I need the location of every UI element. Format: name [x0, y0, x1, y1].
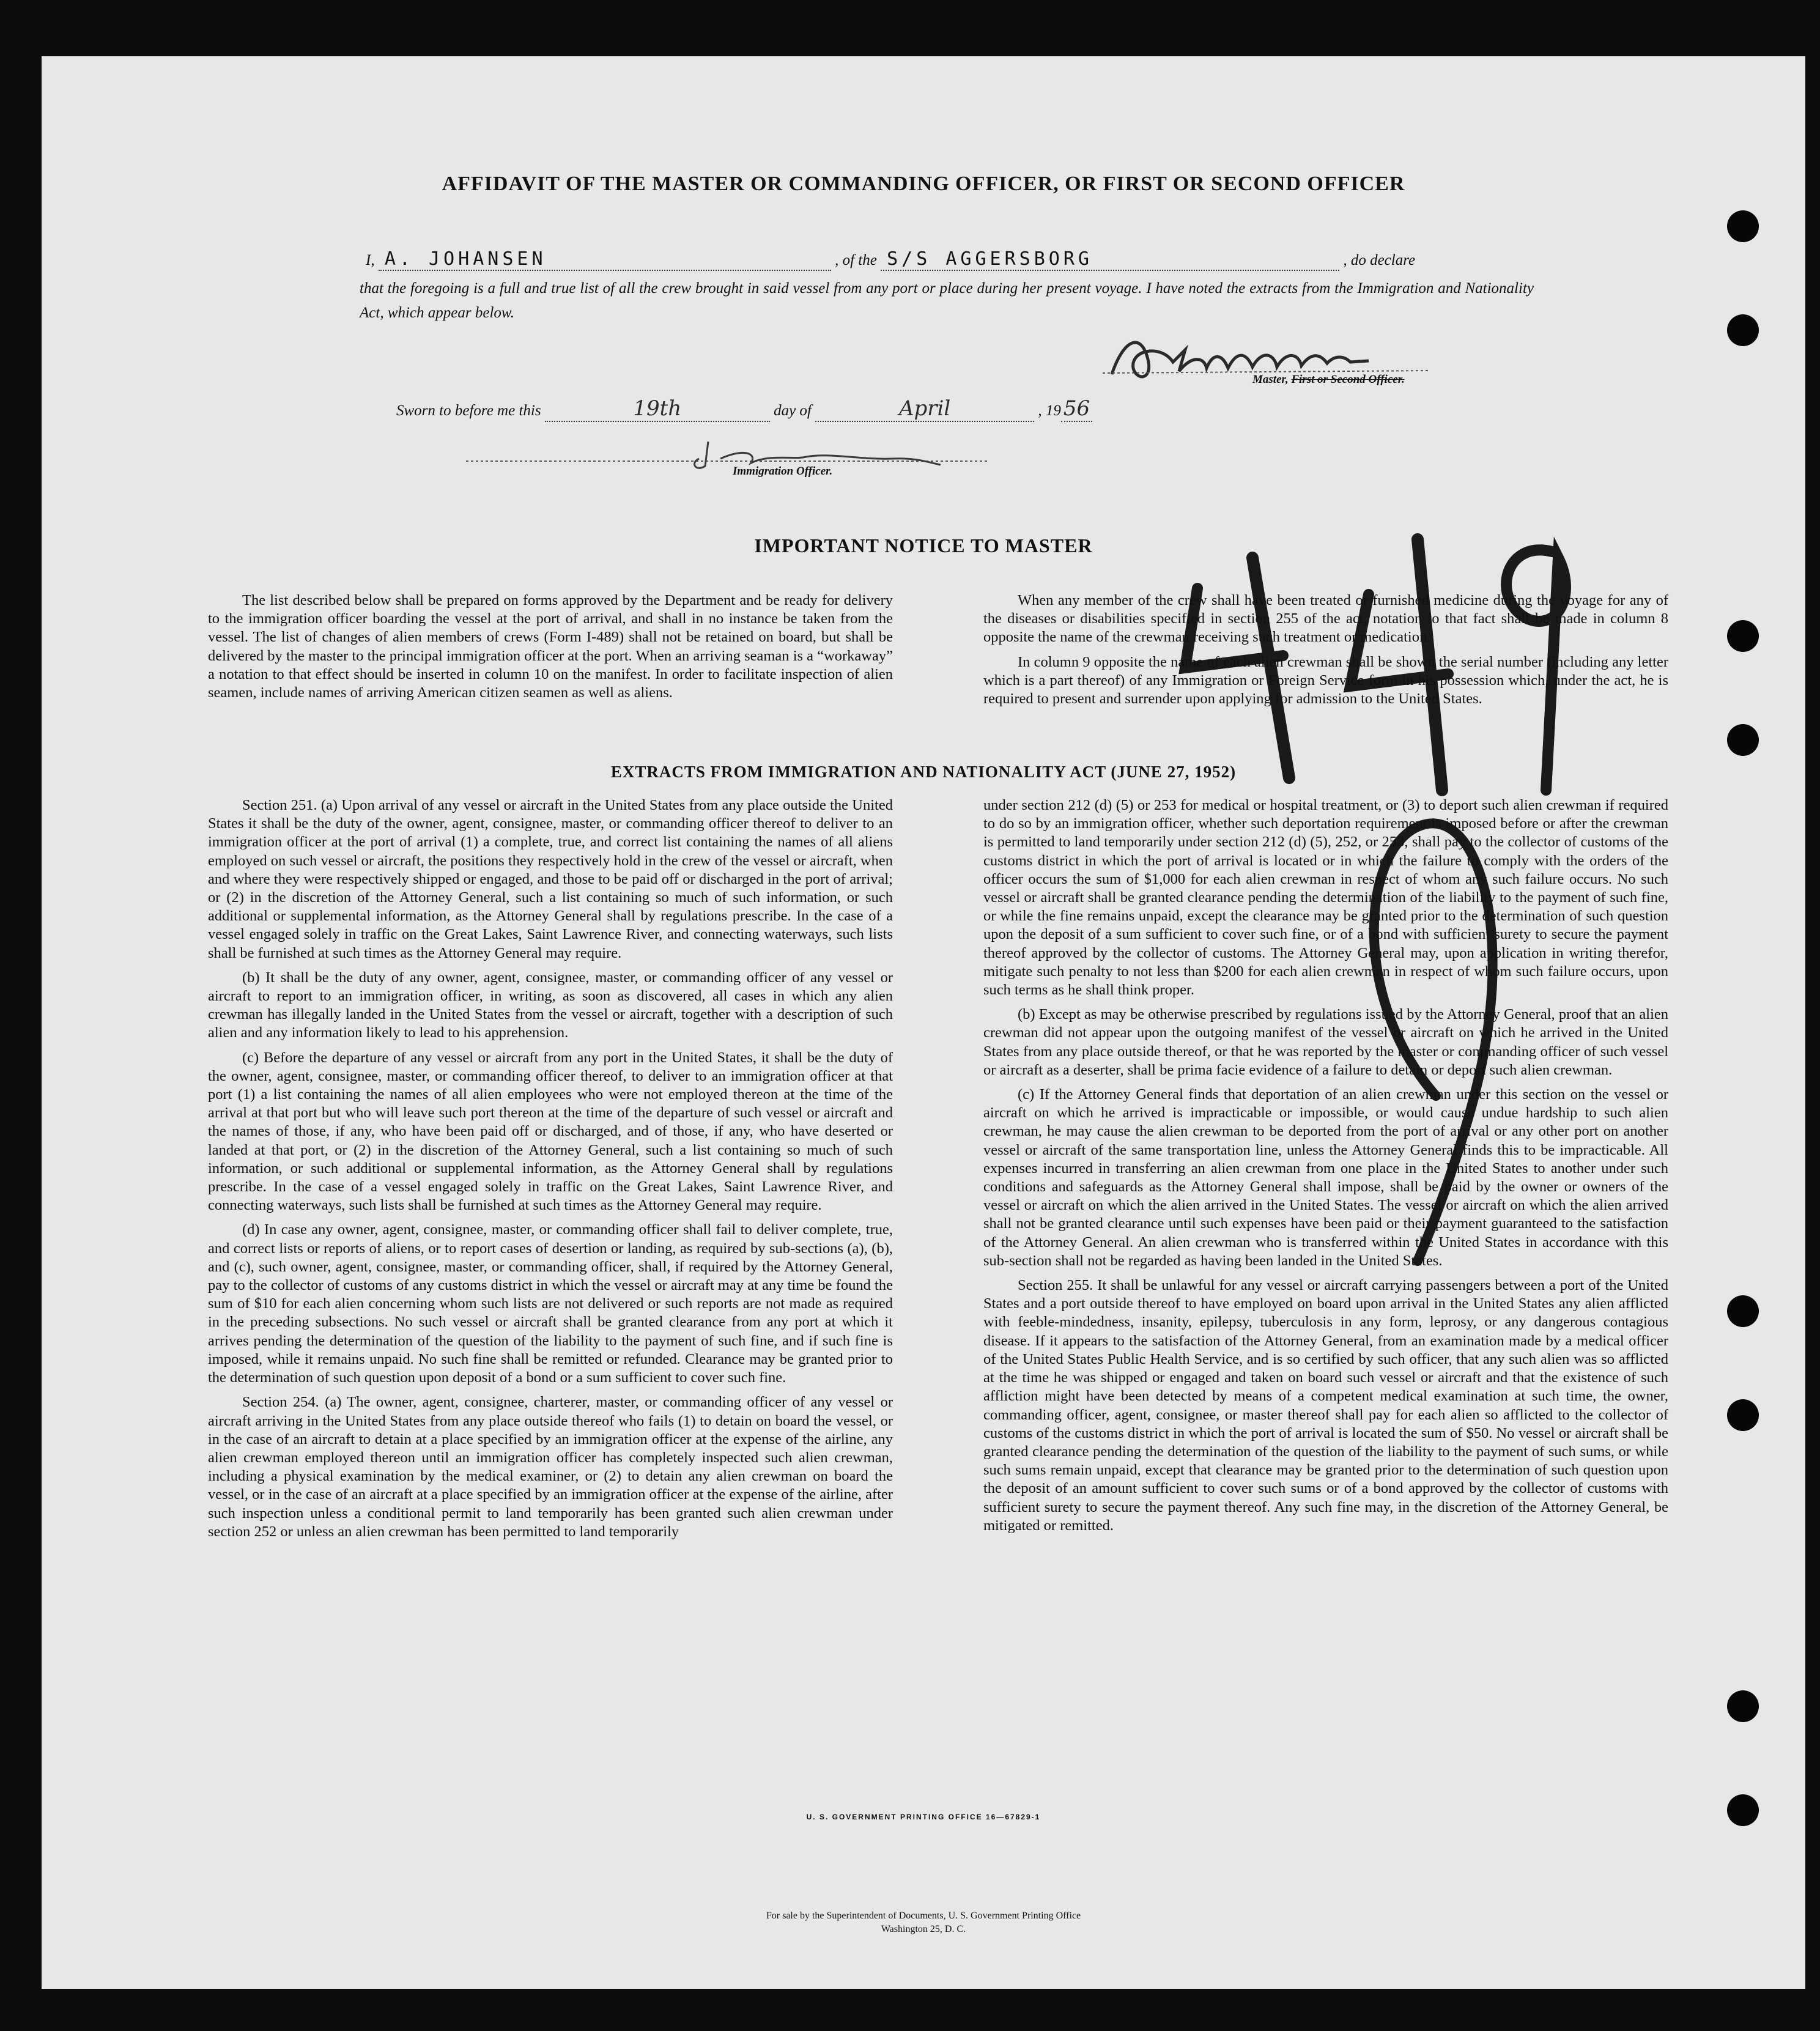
extracts-title: EXTRACTS FROM IMMIGRATION AND NATIONALITY ACT (JUNE 27, 1952)	[610, 763, 1237, 781]
section-251-b: (b) It shall be the duty of any owner, agent, consignee, master, or commanding officer of any vessel or aircraft to report to an immigration officer, in writing, as soon as discovered, all cases in which any alien crewman has illegally landed in the United States from the vessel or aircraft, together with a description of such alien and any information likely to lead to his apprehension.	[208, 969, 893, 1041]
extracts-right-column	[983, 796, 1668, 1541]
sworn-line	[396, 396, 1092, 422]
sale-notice-line: For sale by the Superintendent of Documents, U. S. Government Printing Office	[766, 1911, 1081, 1921]
binder-hole	[1727, 1690, 1759, 1722]
notice-right-paragraph-2: In column 9 opposite the name of each alien crewman shall be shown the serial number (including any letter which is a part thereof) of any Immigration or Foreign Service form in his possession which, under the act, he is required to present and surrender upon applying for admission to the United States.	[983, 653, 1668, 708]
declaration-text: that the foregoing is a full and true list of all the crew brought in said vessel from any port or place during her present voyage. I have noted the extracts from the Immigration and Nationality Act, which appear below.	[360, 280, 1534, 321]
affidavit-title: AFFIDAVIT OF THE MASTER OR COMMANDING OFFICER, OR FIRST OR SECOND OFFICER	[442, 172, 1405, 195]
day-of-label: day of	[774, 402, 812, 419]
binder-hole	[1727, 1794, 1759, 1826]
printing-office-line: U. S. GOVERNMENT PRINTING OFFICE 16—67829-1	[806, 1813, 1041, 1821]
sale-notice	[42, 1909, 1805, 1936]
binder-hole	[1727, 724, 1759, 756]
section-254-b: (b) Except as may be otherwise prescribed by regulations issued by the Attorney General, proof that an alien crewman did not appear upon the outgoing manifest of the vessel or aircraft on which he arrived in the United States from any place outside thereof, or that he was reported by the master or commanding officer of such vessel or aircraft as a deserter, shall be prima facie evidence of a failure to detain or deport such alien crewman.	[983, 1006, 1668, 1078]
sale-address-line: Washington 25, D. C.	[881, 1924, 966, 1934]
sworn-day-field: 19th	[545, 396, 770, 422]
do-declare-label: , do declare	[1343, 252, 1416, 268]
binder-hole	[1727, 620, 1759, 652]
form-page	[42, 56, 1805, 1989]
notice-left-paragraph: The list described below shall be prepared on forms approved by the Department and be ready for delivery to the immigration officer boarding the vessel at the port of arrival, and shall in no instance be taken from the vessel. The list of changes of alien members of crews (Form I-489) shall not be retained on board, but shall be delivered by the master to the principal immigration officer at the port. When an arriving seaman is a “workaway” a notation to that effect should be inserted in column 10 on the manifest. In order to facilitate inspection of alien seamen, include names of arriving American citizen seamen as well as aliens.	[208, 592, 893, 701]
notice-right-column	[983, 591, 1668, 714]
year-prefix: , 19	[1038, 402, 1061, 419]
binder-hole	[1727, 210, 1759, 242]
binder-hole	[1727, 1399, 1759, 1431]
master-caption-kept: Master,	[1252, 373, 1289, 386]
notice-left-column	[208, 591, 893, 708]
extracts-left-column	[208, 796, 893, 1547]
binder-hole	[1727, 1295, 1759, 1327]
section-255: Section 255. It shall be unlawful for any vessel or aircraft carrying passengers between a port of the United States and a port outside thereof to have employed on board upon arrival in the United States any alien afflicted with feeble-mindedness, insanity, epilepsy, tuberculosis in any form, leprosy, or any dangerous contagious disease. If it appears to the satisfaction of the Attorney General, from an examination made by a medical officer of the United States Public Health Service, and is so certified by such officer, that any such alien was so afflicted at the time he was shipped or engaged and taken on board such vessel or aircraft and that the existence of such affliction might have been detected by means of a competent medical examination at such time, the owner, commanding officer, agent, consignee, or master thereof shall pay for each alien so afflicted to the collector of customs of the customs district in which the port of arrival is located the sum of $50. No vessel or aircraft shall be granted clearance pending the determination of the question of the liability to the payment of such sums, or while such sums remain unpaid, except that clearance may be granted prior to the determination of such question upon the deposit of an amount sufficient to cover such sums or of a bond approved by the collector of customs with sufficient surety to secure the payment thereof. Any such fine may, in the discretion of the Attorney General, be mitigated or remitted.	[983, 1277, 1668, 1534]
vessel-name-field: S/S AGGERSBORG	[881, 248, 1339, 271]
sworn-month-field: April	[815, 396, 1034, 422]
section-251-a: Section 251. (a) Upon arrival of any vessel or aircraft in the United States from any place outside the United States it shall be the duty of the owner, agent, consignee, master, or commanding officer thereof to deliver to an immigration officer at the port of arrival (1) a complete, true, and correct list containing the names of all aliens employed on such vessel or aircraft, the positions they respectively hold in the crew of the vessel or aircraft, when and where they were respectively shipped or engaged, and those to be paid off or discharged in the port of arrival; or (2) in the discretion of the Attorney General, such a list containing so much of such information, or such additional or supplemental information, as the Attorney General shall by regulations prescribe. In the case of a vessel engaged solely in traffic on the Great Lakes, Saint Lawrence River, and connecting waterways, such lists shall be furnished at such times as the Attorney General may require.	[208, 797, 893, 961]
year-field: 56	[1061, 396, 1092, 422]
binder-hole	[1727, 314, 1759, 346]
immigration-officer-signature	[464, 435, 990, 484]
immigration-officer-caption: Immigration Officer.	[733, 465, 833, 478]
section-254-a: Section 254. (a) The owner, agent, consignee, charterer, master, or commanding officer of any vessel or aircraft arriving in the United States from any place outside thereof who fails (1) to detain on board the vessel, or in the case of an aircraft to detain at a place specified by an immigration officer at the expense of the airline, any alien crewman employed thereon until an immigration officer has completely inspected such alien crewman, including a physical examination by the medical examiner, or (2) to detain any alien crewman on board the vessel, or in the case of an aircraft at a place specified by an immigration officer at the expense of the airline, after such inspection unless a conditional permit to land temporarily has been granted such alien crewman under section 252 or unless an alien crewman has been permitted to land temporarily	[208, 1394, 893, 1540]
declaration-line	[366, 248, 1415, 271]
i-label: I,	[366, 252, 375, 268]
sworn-label: Sworn to before me this	[396, 402, 541, 419]
notice-right-paragraph-1: When any member of the crew shall have been treated or furnished medicine during the voyage for any of the diseases or disabilities specified in section 255 of the act, notation to that fact shall be made in column 8 opposite the name of the crewman receiving such treatment or medication.	[983, 592, 1668, 646]
master-name-field: A. JOHANSEN	[379, 248, 831, 271]
section-251-c: (c) Before the departure of any vessel or aircraft from any port in the United States, it shall be the duty of the owner, agent, consignee, master, or commanding officer thereof, to deliver to an immigration officer at that port (1) a list containing the names of all alien employees who were not employed thereon at the time of the arrival at that port but who will leave such port thereon at the time of the departure of such vessel or aircraft and the names of those, if any, who have been paid off or discharged, and of those, if any, who have deserted or landed at that port, or (2) in the discretion of the Attorney General, such a list containing so much of such information, or such additional or supplemental information, as the Attorney General shall by regulations prescribe. In the case of a vessel engaged solely in traffic on the Great Lakes, Saint Lawrence River, and connecting waterways, such lists shall be furnished at such times as the Attorney General may require.	[208, 1049, 893, 1214]
section-251-d: (d) In case any owner, agent, consignee, master, or commanding officer shall fail to deliver complete, true, and correct lists or reports of aliens, or to report cases of desertion or landing, as required by sub-sections (a), (b), and (c), such owner, agent, consignee, master, or commanding officer, shall, if required by the Attorney General, pay to the collector of customs of any customs district in which the vessel or aircraft may at any time be found the sum of $10 for each alien concerning whom such lists are not delivered or such reports are not made as required in the preceding subsections. No such vessel or aircraft shall be granted clearance from any port at which it arrives pending the determination of the question of the liability to the payment of such fine, and if such fine is imposed, while it remains unpaid. No such fine shall be remitted or refunded. Clearance may be granted prior to the determination of such question upon deposit of a bond or a sum sufficient to cover such fine.	[208, 1221, 893, 1386]
section-254-c: (c) If the Attorney General finds that deportation of an alien crewman under this section on the vessel or aircraft on which he arrived is impracticable or impossible, or would cause undue hardship to such alien crewman, he may cause the alien crewman to be deported from the port of arrival or any other port on another vessel or aircraft of the same transportation line, unless the Attorney General finds this to be impracticable. All expenses incurred in transferring an alien crewman from one place in the United States to another under such conditions and safeguards as the Attorney General shall impose, shall be paid by the owner or owners of the vessel or aircraft on which the alien arrived in the United States. The vessel or aircraft on which the alien arrived shall not be granted clearance until such expenses have been paid or their payment guaranteed to the satisfaction of the Attorney General. An alien crewman who is transferred within the United States in accordance with this sub-section shall not be regarded as having been landed in the United States.	[983, 1086, 1668, 1269]
section-254-a-continued: under section 212 (d) (5) or 253 for medical or hospital treatment, or (3) to deport such alien crewman if required to do so by an immigration officer, whether such deportation requirement is imposed before or after the crewman is permitted to land temporarily under section 212 (d) (5), 252, or 253, shall pay to the collector of customs of the customs district in which the port of arrival is located or in which the failure to comply with the orders of the officer occurs the sum of $1,000 for each alien crewman in respect of whom any such failure occurs. No such vessel or aircraft shall be granted clearance pending the determination of the liability to the payment of such fine, or while the fine remains unpaid, except the clearance may be granted prior to the determination of such question upon the deposit of a sum sufficient to cover such fine, or of a bond with sufficient surety to secure the payment thereof approved by the collector of customs. The Attorney General may, upon application in writing therefor, mitigate such penalty to not less than $200 for each alien crewman in respect of whom such failure occurs, upon such terms as he shall think proper.	[983, 797, 1668, 999]
notice-title: IMPORTANT NOTICE TO MASTER	[754, 535, 1093, 557]
of-the-label: , of the	[835, 252, 877, 268]
master-caption	[1252, 373, 1405, 387]
master-caption-struck: First or Second Officer.	[1291, 373, 1405, 386]
